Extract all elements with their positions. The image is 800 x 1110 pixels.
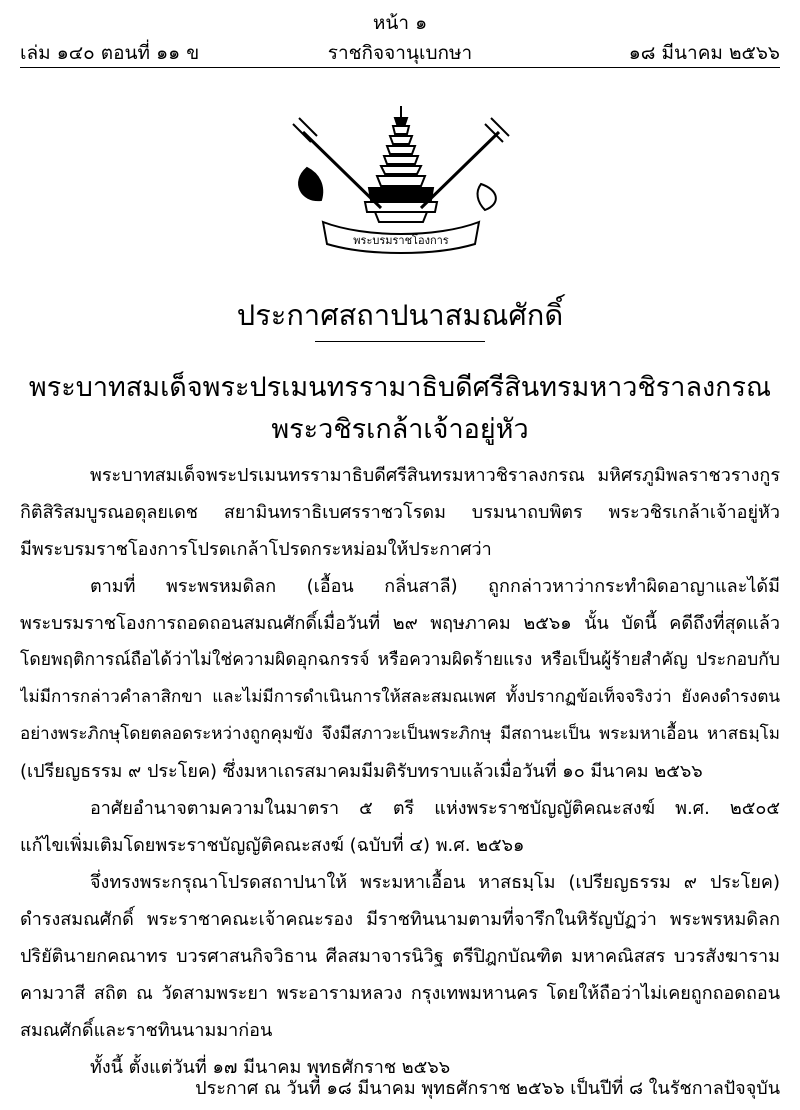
emblem-inscription: พระบรมราชโองการ [353,234,449,247]
body-line: คามวาสี สถิต ณ วัดสามพระยา พระอารามหลวง กรุงเทพมหานคร โดยให้ถือว่าไม่เคยถูกถอดถอน [20,983,780,1004]
body-line: ปริยัตินายกคณาทร บวรศาสนกิจวิธาน ศีลสมาจารนิวิฐ ตรีปิฎกบัณฑิต มหาคณิสสร บวรสังฆาราม [20,946,780,967]
royal-name-line-2: พระวชิรเกล้าเจ้าอยู่หัว [271,414,529,445]
body-line: ไม่มีการกล่าวคำลาสิกขา และไม่มีการดำเนินการให้สละสมณเพศ ทั้งปรากฏข้อเท็จจริงว่า ยังคงดำรงตน [20,687,780,707]
body-line: แก้ไขเพิ่มเติมโดยพระราชบัญญัติคณะสงฆ์ (ฉบับที่ ๔) พ.ศ. ๒๕๖๑ [20,835,525,856]
publication-name: ราชกิจจานุเบกษา [327,42,473,64]
body-line: สมณศักดิ์และราชทินนามมาก่อน [20,1020,273,1041]
body-line: กิติสิริสมบูรณอดุลยเดช สยามินทราธิเบศรราชวโรดม บรมนาถบพิตร พระวชิรเกล้าเจ้าอยู่หัว [20,502,780,523]
body-line: โดยพฤติการณ์ถือได้ว่าไม่ใช่ความผิดอุกฉกรรจ์ หรือความผิดร้ายแรง หรือเป็นผู้ร้ายสำคัญ ประกอบกับ [20,650,780,670]
volume-issue: เล่ม ๑๔๐ ตอนที่ ๑๑ ข [20,42,200,64]
body-line: พระบรมราชโองการถอดถอนสมณศักดิ์เมื่อวันที่ ๒๙ พฤษภาคม ๒๕๖๑ นั้น บัดนี้ คดีถึงที่สุดแล้ว [20,613,780,634]
gazette-header [20,38,780,66]
page-number: หน้า ๑ [372,12,428,34]
body-line: อย่างพระภิกษุโดยตลอดระหว่างถูกคุมขัง จึงมีสภาวะเป็นพระภิกษุ มีสถานะเป็น พระมหาเอื้อน หาสธมฺโม [20,724,780,744]
proclamation-body [20,457,780,1086]
closing-date-line: ประกาศ ณ วันที่ ๑๘ มีนาคม พุทธศักราช ๒๕๖๖ เป็นปีที่ ๘ ในรัชกาลปัจจุบัน [195,1078,780,1099]
royal-name-line-1: พระบาทสมเด็จพระปรเมนทรรามาธิบดีศรีสินทรมหาวชิราลงกรณ [28,372,772,403]
body-line: ทั้งนี้ ตั้งแต่วันที่ ๑๗ มีนาคม พุทธศักราช ๒๕๖๖ [90,1057,451,1078]
body-line: (เปรียญธรรม ๙ ประโยค) ซึ่งมหาเถรสมาคมมีมติรับทราบแล้วเมื่อวันที่ ๑๐ มีนาคม ๒๕๖๖ [20,761,703,782]
body-line: พระบาทสมเด็จพระปรเมนทรรามาธิบดีศรีสินทรมหาวชิราลงกรณ มหิศรภูมิพลราชวรางกูร [90,465,780,486]
body-line: ตามที่ พระพรหมดิลก (เอื้อน กลิ่นสาลี) ถูกกล่าวหาว่ากระทำผิดอาญาและได้มี [90,576,780,597]
publication-date: ๑๘ มีนาคม ๒๕๖๖ [628,42,780,64]
body-line: จึ่งทรงพระกรุณาโปรดสถาปนาให้ พระมหาเอื้อน หาสธมฺโม (เปรียญธรรม ๙ ประโยค) [90,872,780,893]
royal-garuda-emblem-icon [285,104,517,256]
title-divider [315,341,485,342]
document-title: ประกาศสถาปนาสมณศักดิ์ [236,298,564,332]
body-line: อาศัยอำนาจตามความในมาตรา ๕ ตรี แห่งพระราชบัญญัติคณะสงฆ์ พ.ศ. ๒๕๐๕ [90,798,780,819]
body-line: ดำรงสมณศักดิ์ พระราชาคณะเจ้าคณะรอง มีราชทินนามตามที่จารึกในหิรัญบัฏว่า พระพรหมดิลก [20,909,780,930]
body-line: มีพระบรมราชโองการโปรดเกล้าโปรดกระหม่อมให้ประกาศว่า [20,539,492,560]
header-divider [20,67,780,68]
